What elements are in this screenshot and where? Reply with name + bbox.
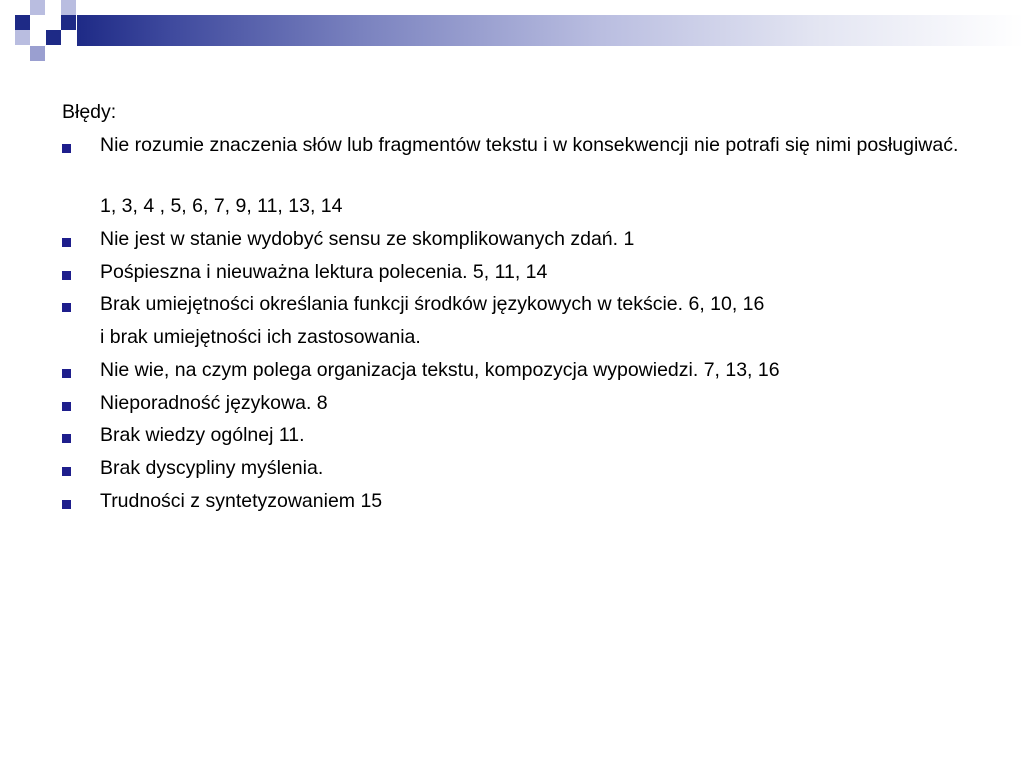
bullet-icon: [62, 500, 71, 509]
list-item: Brak wiedzy ogólnej 11.: [100, 424, 305, 446]
deco-square-dark: [61, 15, 76, 30]
list-item: Trudności z syntetyzowaniem 15: [100, 490, 383, 512]
list-item: Brak dyscypliny myślenia.: [100, 457, 324, 479]
list-item: Nieporadność językowa. 8: [100, 392, 328, 414]
header-decoration: [0, 0, 1024, 62]
list-item-continuation: i brak umiejętności ich zastosowania.: [100, 326, 421, 348]
bullet-icon: [62, 467, 71, 476]
bullet-icon: [62, 369, 71, 378]
bullet-icon: [62, 271, 71, 280]
deco-square-dark: [15, 15, 30, 30]
bullet-icon: [62, 303, 71, 312]
list-item: Nie wie, na czym polega organizacja tekstu, kompozycja wypowiedzi. 7, 13, 16: [100, 359, 780, 381]
list-item: Nie rozumie znaczenia słów lub fragmentów tekstu i w konsekwencji nie potrafi się nimi posługiwać.: [100, 134, 959, 156]
list-item: Brak umiejętności określania funkcji środków językowych w tekście. 6, 10, 16: [100, 293, 765, 315]
deco-square-light: [15, 30, 30, 45]
bullet-icon: [62, 238, 71, 247]
bullet-icon: [62, 434, 71, 443]
deco-square-light: [61, 0, 76, 15]
list-item: Nie jest w stanie wydobyć sensu ze skomplikowanych zdań. 1: [100, 228, 635, 250]
bullet-icon: [62, 144, 71, 153]
slide-heading: Błędy:: [62, 101, 117, 123]
bullet-icon: [62, 402, 71, 411]
list-item-continuation: 1, 3, 4 , 5, 6, 7, 9, 11, 13, 14: [100, 195, 343, 217]
deco-square-light: [30, 0, 45, 15]
deco-square-dark: [46, 30, 61, 45]
list-item: Pośpieszna i nieuważna lektura polecenia. 5, 11, 14: [100, 261, 548, 283]
deco-square-light: [30, 46, 45, 61]
header-gradient-bar: [77, 15, 1024, 46]
